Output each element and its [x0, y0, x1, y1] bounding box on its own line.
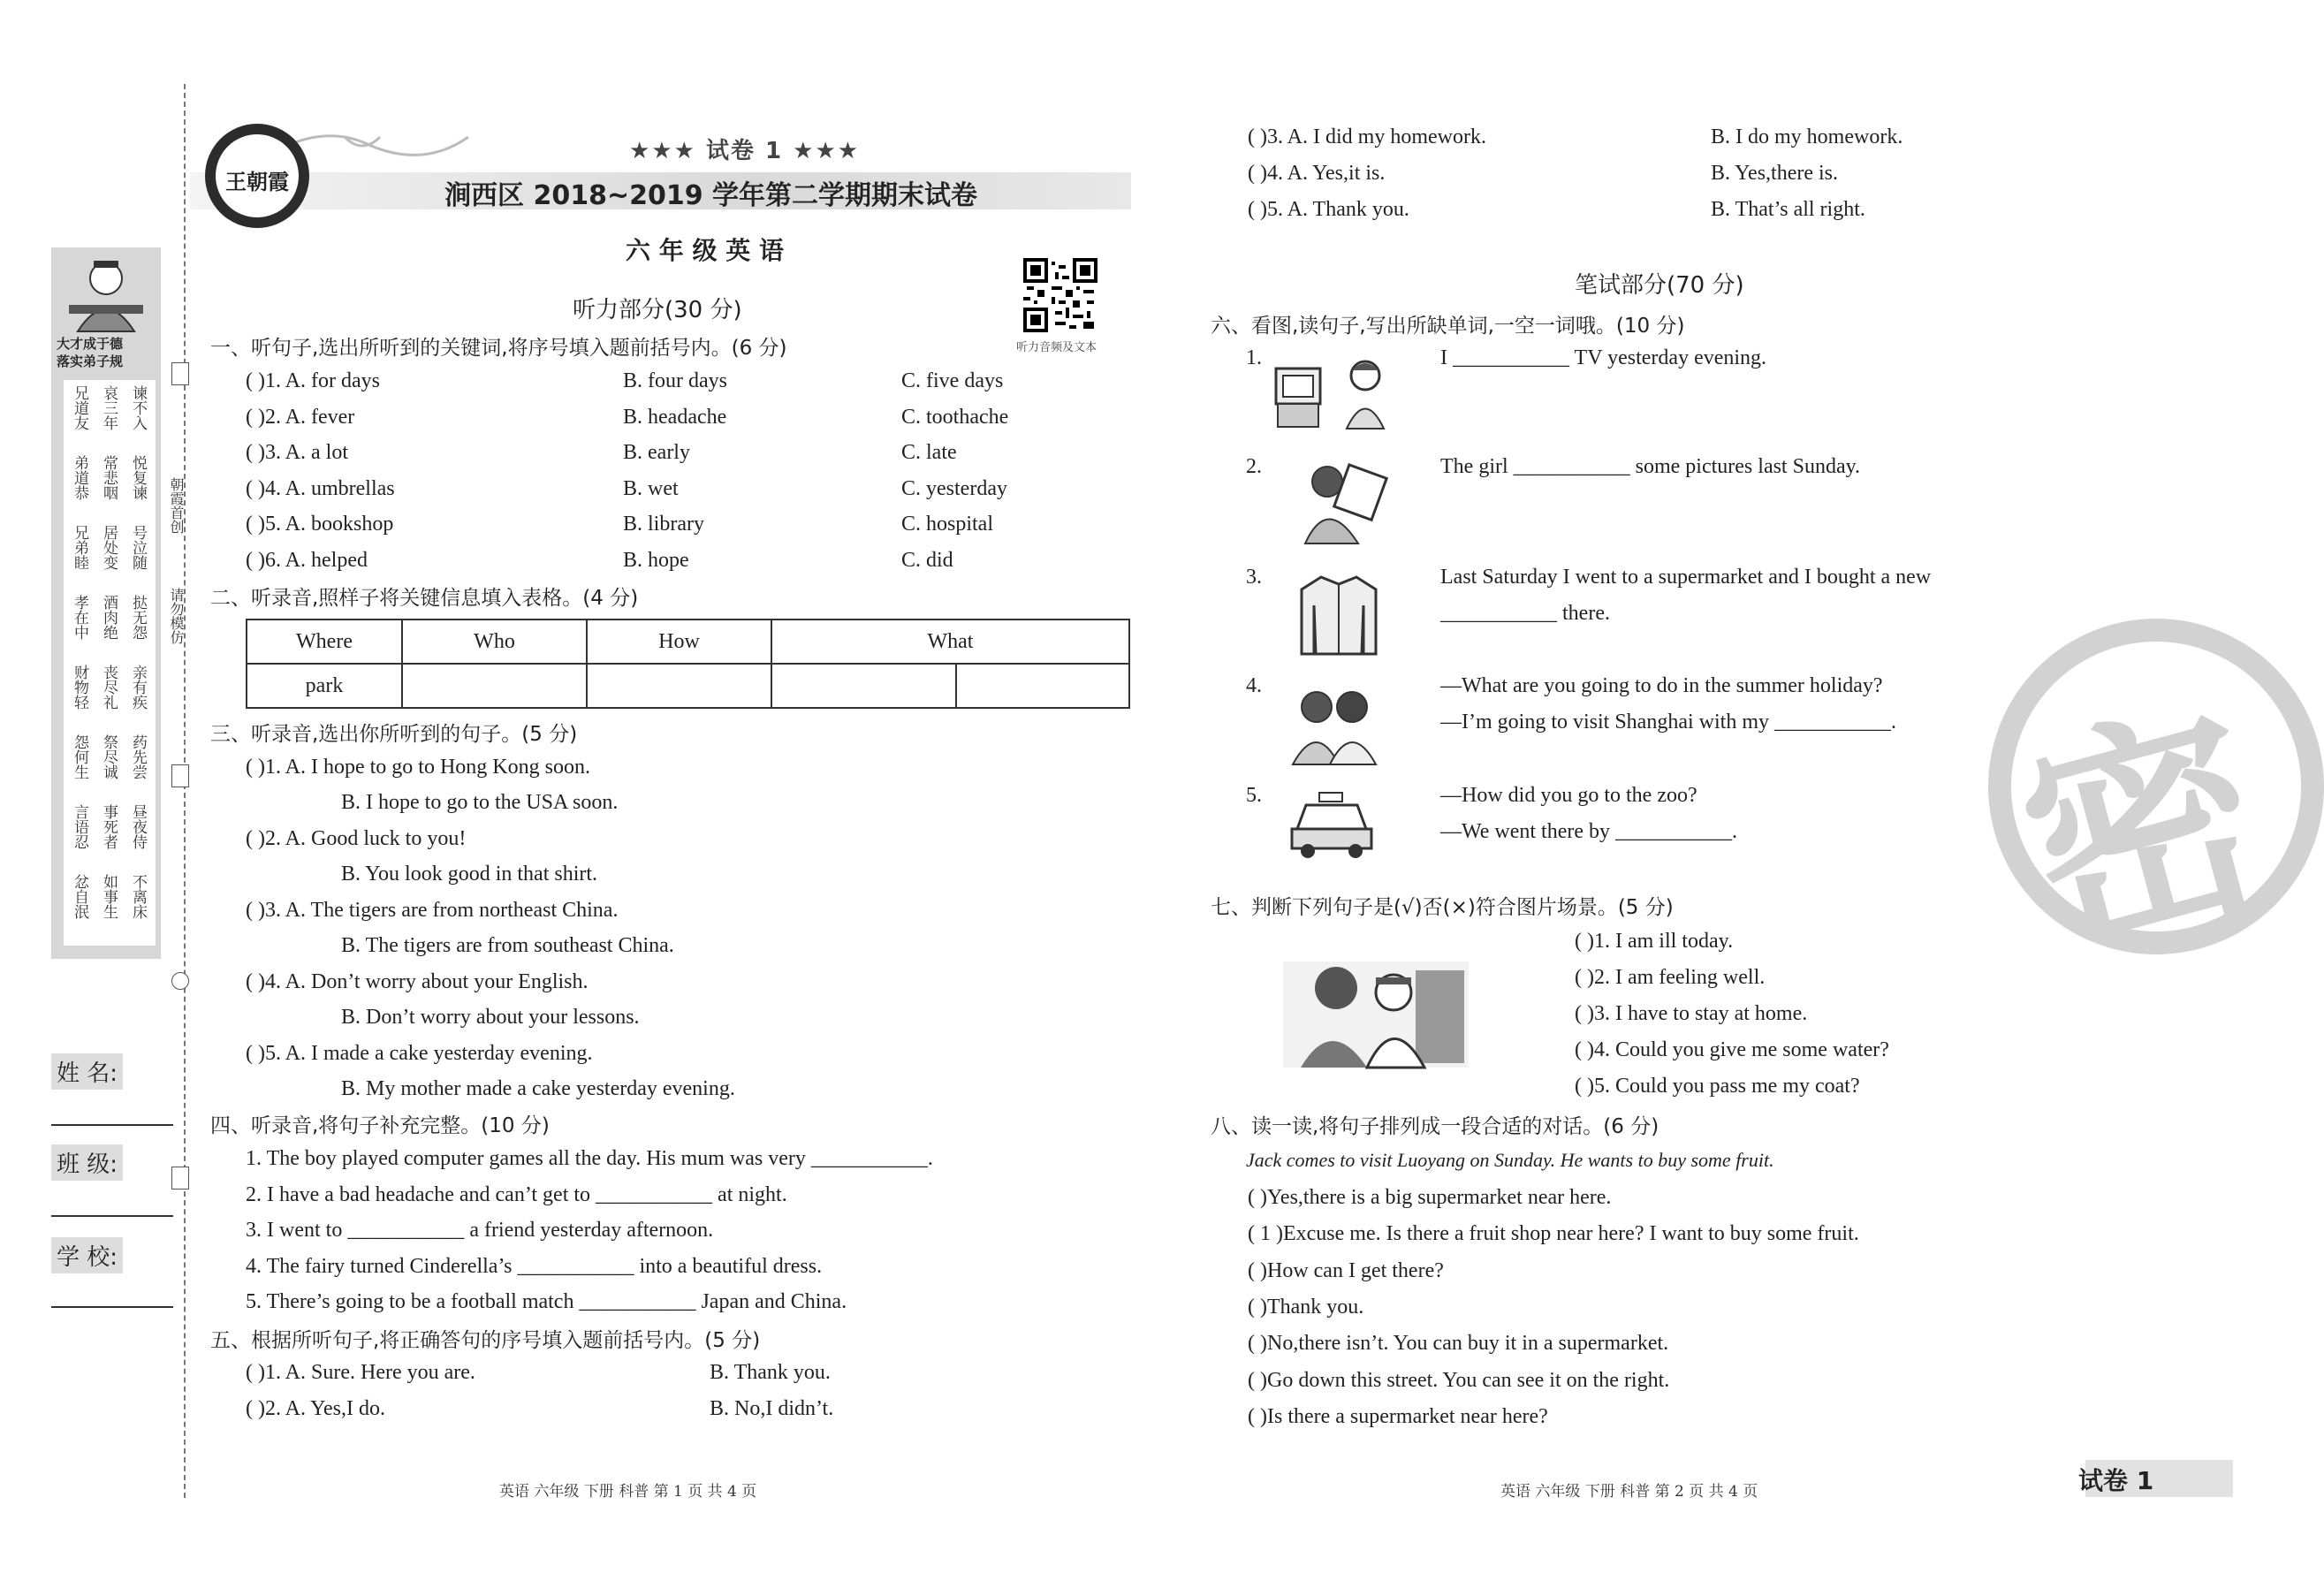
name-field[interactable] — [51, 1124, 173, 1126]
poem-column: 丧尽礼 — [100, 665, 118, 710]
sidebar-panel — [51, 247, 161, 959]
option-b: B. My mother made a cake yesterday evening. — [341, 1077, 735, 1100]
option-c: C. toothache — [901, 405, 1009, 429]
fill-in-line[interactable]: I ___________ TV yesterday evening. — [1440, 346, 1767, 369]
footer-left: 英语 六年级 下册 科普 第 1 页 共 4 页 — [499, 1483, 757, 1501]
binding-mark-4 — [171, 1167, 189, 1190]
table-header: Who — [402, 619, 587, 664]
poem-column: 哀三年 — [100, 385, 118, 430]
option-b: B. headache — [623, 405, 727, 429]
question-item[interactable]: ( )6. A. helped — [246, 548, 368, 572]
question-item[interactable]: ( )4. A. umbrellas — [246, 476, 395, 500]
item-number: 1. — [1246, 346, 1262, 369]
motto-line-1: 大才成于德 — [57, 336, 124, 352]
fill-in-line[interactable]: —How did you go to the zoo? — [1440, 784, 1697, 807]
question-item[interactable]: ( )5. A. Thank you. — [1248, 198, 1409, 221]
fill-in-item[interactable]: 5. There’s going to be a football match ___________ Japan and China. — [246, 1290, 847, 1313]
question-item[interactable]: ( )3. A. The tigers are from northeast China. — [246, 899, 619, 922]
judge-item[interactable]: ( )1. I am ill today. — [1575, 930, 1734, 953]
fill-in-item[interactable]: 2. I have a bad headache and can’t get to ___________ at night. — [246, 1182, 787, 1206]
table-header: What — [771, 619, 1129, 664]
fill-in-item[interactable]: 3. I went to ___________ a friend yesterday afternoon. — [246, 1219, 714, 1242]
section8-title: 八、读一读,将句子排列成一段合适的对话。(6 分) — [1211, 1115, 1659, 1138]
poem-column: 亲有疾 — [129, 665, 147, 710]
fill-in-line[interactable]: —I’m going to visit Shanghai with my ___________. — [1440, 711, 1896, 733]
item-number: 2. — [1246, 455, 1262, 478]
question-item[interactable]: ( )1. A. I hope to go to Hong Kong soon. — [246, 756, 590, 779]
poem-column: 居处变 — [100, 525, 118, 570]
sick-boy-picture — [1283, 962, 1469, 1068]
footer-right: 英语 六年级 下册 科普 第 2 页 共 4 页 — [1500, 1483, 1758, 1501]
option-b: B. library — [623, 513, 704, 536]
question-item[interactable]: ( )4. A. Don’t worry about your English. — [246, 970, 589, 993]
judge-item[interactable]: ( )3. I have to stay at home. — [1575, 1002, 1808, 1025]
option-b: B. wet — [623, 476, 679, 500]
binding-line — [184, 84, 186, 1498]
question-item[interactable]: ( )4. A. Yes,it is. — [1248, 162, 1386, 185]
poem-column: 号泣随 — [129, 525, 147, 570]
paper-badge: ★★★ 试卷 1 ★★★ — [629, 138, 861, 164]
fill-in-line[interactable]: The girl ___________ some pictures last Sunday. — [1440, 455, 1861, 478]
dialogue-item[interactable]: ( )Is there a supermarket near here? — [1248, 1404, 1548, 1428]
question-item[interactable]: ( )1. A. for days — [246, 369, 380, 392]
question-item[interactable]: ( )3. A. I did my homework. — [1248, 125, 1486, 148]
poem-column: 昼夜侍 — [129, 804, 147, 849]
option-b: B. I do my homework. — [1711, 125, 1903, 148]
table-header: Where — [247, 619, 402, 664]
school-label: 学 校: — [51, 1237, 123, 1273]
fill-in-line[interactable]: ___________ there. — [1440, 602, 1610, 625]
poem-column: 药先尝 — [129, 734, 147, 779]
poem-column: 祭尽诚 — [100, 734, 118, 779]
poem-column: 事死者 — [100, 804, 118, 849]
side-label-2: 请勿模仿 — [168, 588, 185, 644]
poem-column: 悦复谏 — [129, 455, 147, 500]
taxi-picture — [1288, 789, 1377, 860]
judge-item[interactable]: ( )2. I am feeling well. — [1575, 966, 1766, 989]
fill-in-line[interactable]: —We went there by ___________. — [1440, 820, 1737, 843]
name-label: 姓 名: — [51, 1053, 123, 1090]
shirt-picture — [1295, 570, 1383, 658]
question-item[interactable]: ( )3. A. a lot — [246, 441, 348, 464]
question-item[interactable]: ( )2. A. fever — [246, 405, 355, 429]
table-cell: park — [247, 664, 402, 708]
binding-mark-2 — [171, 764, 189, 787]
question-item[interactable]: ( )2. A. Yes,I do. — [246, 1397, 386, 1420]
motto-line-2: 落实弟子规 — [57, 353, 124, 369]
dialogue-item[interactable]: ( )No,there isn’t. You can buy it in a supermarket. — [1248, 1332, 1669, 1356]
poem-column: 酒肉绝 — [100, 595, 118, 640]
section6-title: 六、看图,读句子,写出所缺单词,一空一词哦。(10 分) — [1211, 315, 1685, 338]
option-b: B. four days — [623, 369, 727, 392]
poem-column: 如事生 — [100, 874, 118, 919]
table-row — [247, 664, 1129, 708]
poem-column: 忿自泯 — [71, 874, 88, 919]
side-label-1: 朝霞首创 — [168, 477, 185, 534]
class-field[interactable] — [51, 1215, 173, 1217]
option-b: B. Don’t worry about your lessons. — [341, 1006, 640, 1029]
section8-intro: Jack comes to visit Luoyang on Sunday. He wants to buy some fruit. — [1246, 1149, 1774, 1171]
poem-column: 孝在中 — [71, 595, 88, 640]
binding-mark-3 — [171, 972, 189, 990]
question-item[interactable]: ( )1. A. Sure. Here you are. — [246, 1361, 475, 1384]
item-number: 3. — [1246, 566, 1262, 589]
fill-in-line[interactable]: —What are you going to do in the summer holiday? — [1440, 674, 1883, 697]
binding-mark-1 — [171, 362, 189, 385]
option-b: B. Yes,there is. — [1711, 162, 1839, 185]
listening-title: 听力部分(30 分) — [573, 297, 742, 323]
school-field[interactable] — [51, 1306, 173, 1308]
question-item[interactable]: ( )2. A. Good luck to you! — [246, 827, 467, 850]
judge-item[interactable]: ( )5. Could you pass me my coat? — [1575, 1075, 1860, 1098]
footer-tag: 试卷 1 — [2078, 1466, 2154, 1495]
poem-column: 挞无怨 — [129, 595, 147, 640]
dialogue-item[interactable]: ( )Go down this street. You can see it on the right. — [1248, 1368, 1670, 1392]
item-number: 5. — [1246, 784, 1262, 807]
judge-item[interactable]: ( )4. Could you give me some water? — [1575, 1038, 1889, 1061]
section3-title: 三、听录音,选出你所听到的句子。(5 分) — [210, 723, 578, 746]
tv-girl-picture — [1272, 349, 1396, 433]
poem-column: 言语忍 — [71, 804, 88, 849]
answer-cell[interactable] — [587, 664, 771, 708]
girl-drawing-picture — [1292, 460, 1389, 548]
section4-title: 四、听录音,将句子补充完整。(10 分) — [210, 1114, 550, 1137]
answer-cell[interactable] — [771, 664, 956, 708]
question-item[interactable]: ( )5. A. I made a cake yesterday evening. — [246, 1042, 593, 1065]
family-picture — [1286, 680, 1383, 764]
poem-block — [64, 380, 156, 946]
writing-title: 笔试部分(70 分) — [1575, 272, 1744, 299]
poem-column: 兄道友 — [71, 385, 88, 430]
option-b: B. No,I didn’t. — [710, 1397, 834, 1420]
option-b: B. hope — [623, 548, 689, 572]
option-c: C. hospital — [901, 513, 994, 536]
option-b: B. Thank you. — [710, 1361, 831, 1384]
section2-title: 二、听录音,照样子将关键信息填入表格。(4 分) — [210, 587, 639, 610]
exam-title: 涧西区 2018~2019 学年第二学期期末试卷 — [444, 180, 978, 211]
option-b: B. I hope to go to the USA soon. — [341, 791, 619, 814]
dialogue-item[interactable]: ( )How can I get there? — [1248, 1258, 1444, 1282]
dialogue-item[interactable]: ( )Thank you. — [1248, 1295, 1364, 1319]
fill-in-item[interactable]: 4. The fairy turned Cinderella’s ___________ into a beautiful dress. — [246, 1254, 823, 1278]
qr-caption: 听力音频及文本 — [1016, 341, 1097, 354]
poem-column: 怨何生 — [71, 734, 88, 779]
option-c: C. did — [901, 548, 953, 572]
section7-title: 七、判断下列句子是(√)否(×)符合图片场景。(5 分) — [1211, 896, 1674, 919]
poem-column: 财物轻 — [71, 665, 88, 710]
class-label: 班 级: — [51, 1144, 123, 1181]
answer-cell[interactable] — [956, 664, 1129, 708]
qr-code-icon — [1023, 258, 1097, 332]
poem-column: 谏不入 — [129, 385, 147, 430]
option-c: C. five days — [901, 369, 1004, 392]
option-b: B. The tigers are from southeast China. — [341, 934, 674, 957]
option-c: C. late — [901, 441, 957, 464]
dialogue-item[interactable]: ( 1 )Excuse me. Is there a fruit shop near here? I want to buy some fruit. — [1248, 1222, 1859, 1246]
option-b: B. You look good in that shirt. — [341, 863, 598, 886]
option-b: B. early — [623, 441, 690, 464]
poem-column: 弟道恭 — [71, 455, 88, 500]
logo-text: 王朝霞 — [225, 170, 289, 194]
answer-cell[interactable] — [402, 664, 587, 708]
section1-title: 一、听句子,选出所听到的关键词,将序号填入题前括号内。(6 分) — [210, 337, 787, 360]
question-item[interactable]: ( )5. A. bookshop — [246, 513, 394, 536]
item-number: 4. — [1246, 674, 1262, 697]
fill-in-line[interactable]: Last Saturday I went to a supermarket and I bought a new — [1440, 566, 1932, 589]
section2-table — [246, 619, 1130, 709]
poem-column: 兄弟睦 — [71, 525, 88, 570]
table-header-row — [247, 619, 1129, 664]
fill-in-item[interactable]: 1. The boy played computer games all the day. His mum was very ___________. — [246, 1147, 933, 1170]
poem-column: 常悲咽 — [100, 455, 118, 500]
scholar-icon — [51, 252, 161, 336]
option-c: C. yesterday — [901, 476, 1007, 500]
watermark-glyph: 密 — [1998, 674, 2290, 992]
exam-subtitle: 六 年 级 英 语 — [626, 236, 784, 265]
poem-column: 不离床 — [129, 874, 147, 919]
section5-title: 五、根据所听句子,将正确答句的序号填入题前括号内。(5 分) — [210, 1329, 761, 1352]
dialogue-item[interactable]: ( )Yes,there is a big supermarket near here. — [1248, 1186, 1612, 1209]
option-b: B. That’s all right. — [1711, 198, 1865, 221]
table-header: How — [587, 619, 771, 664]
